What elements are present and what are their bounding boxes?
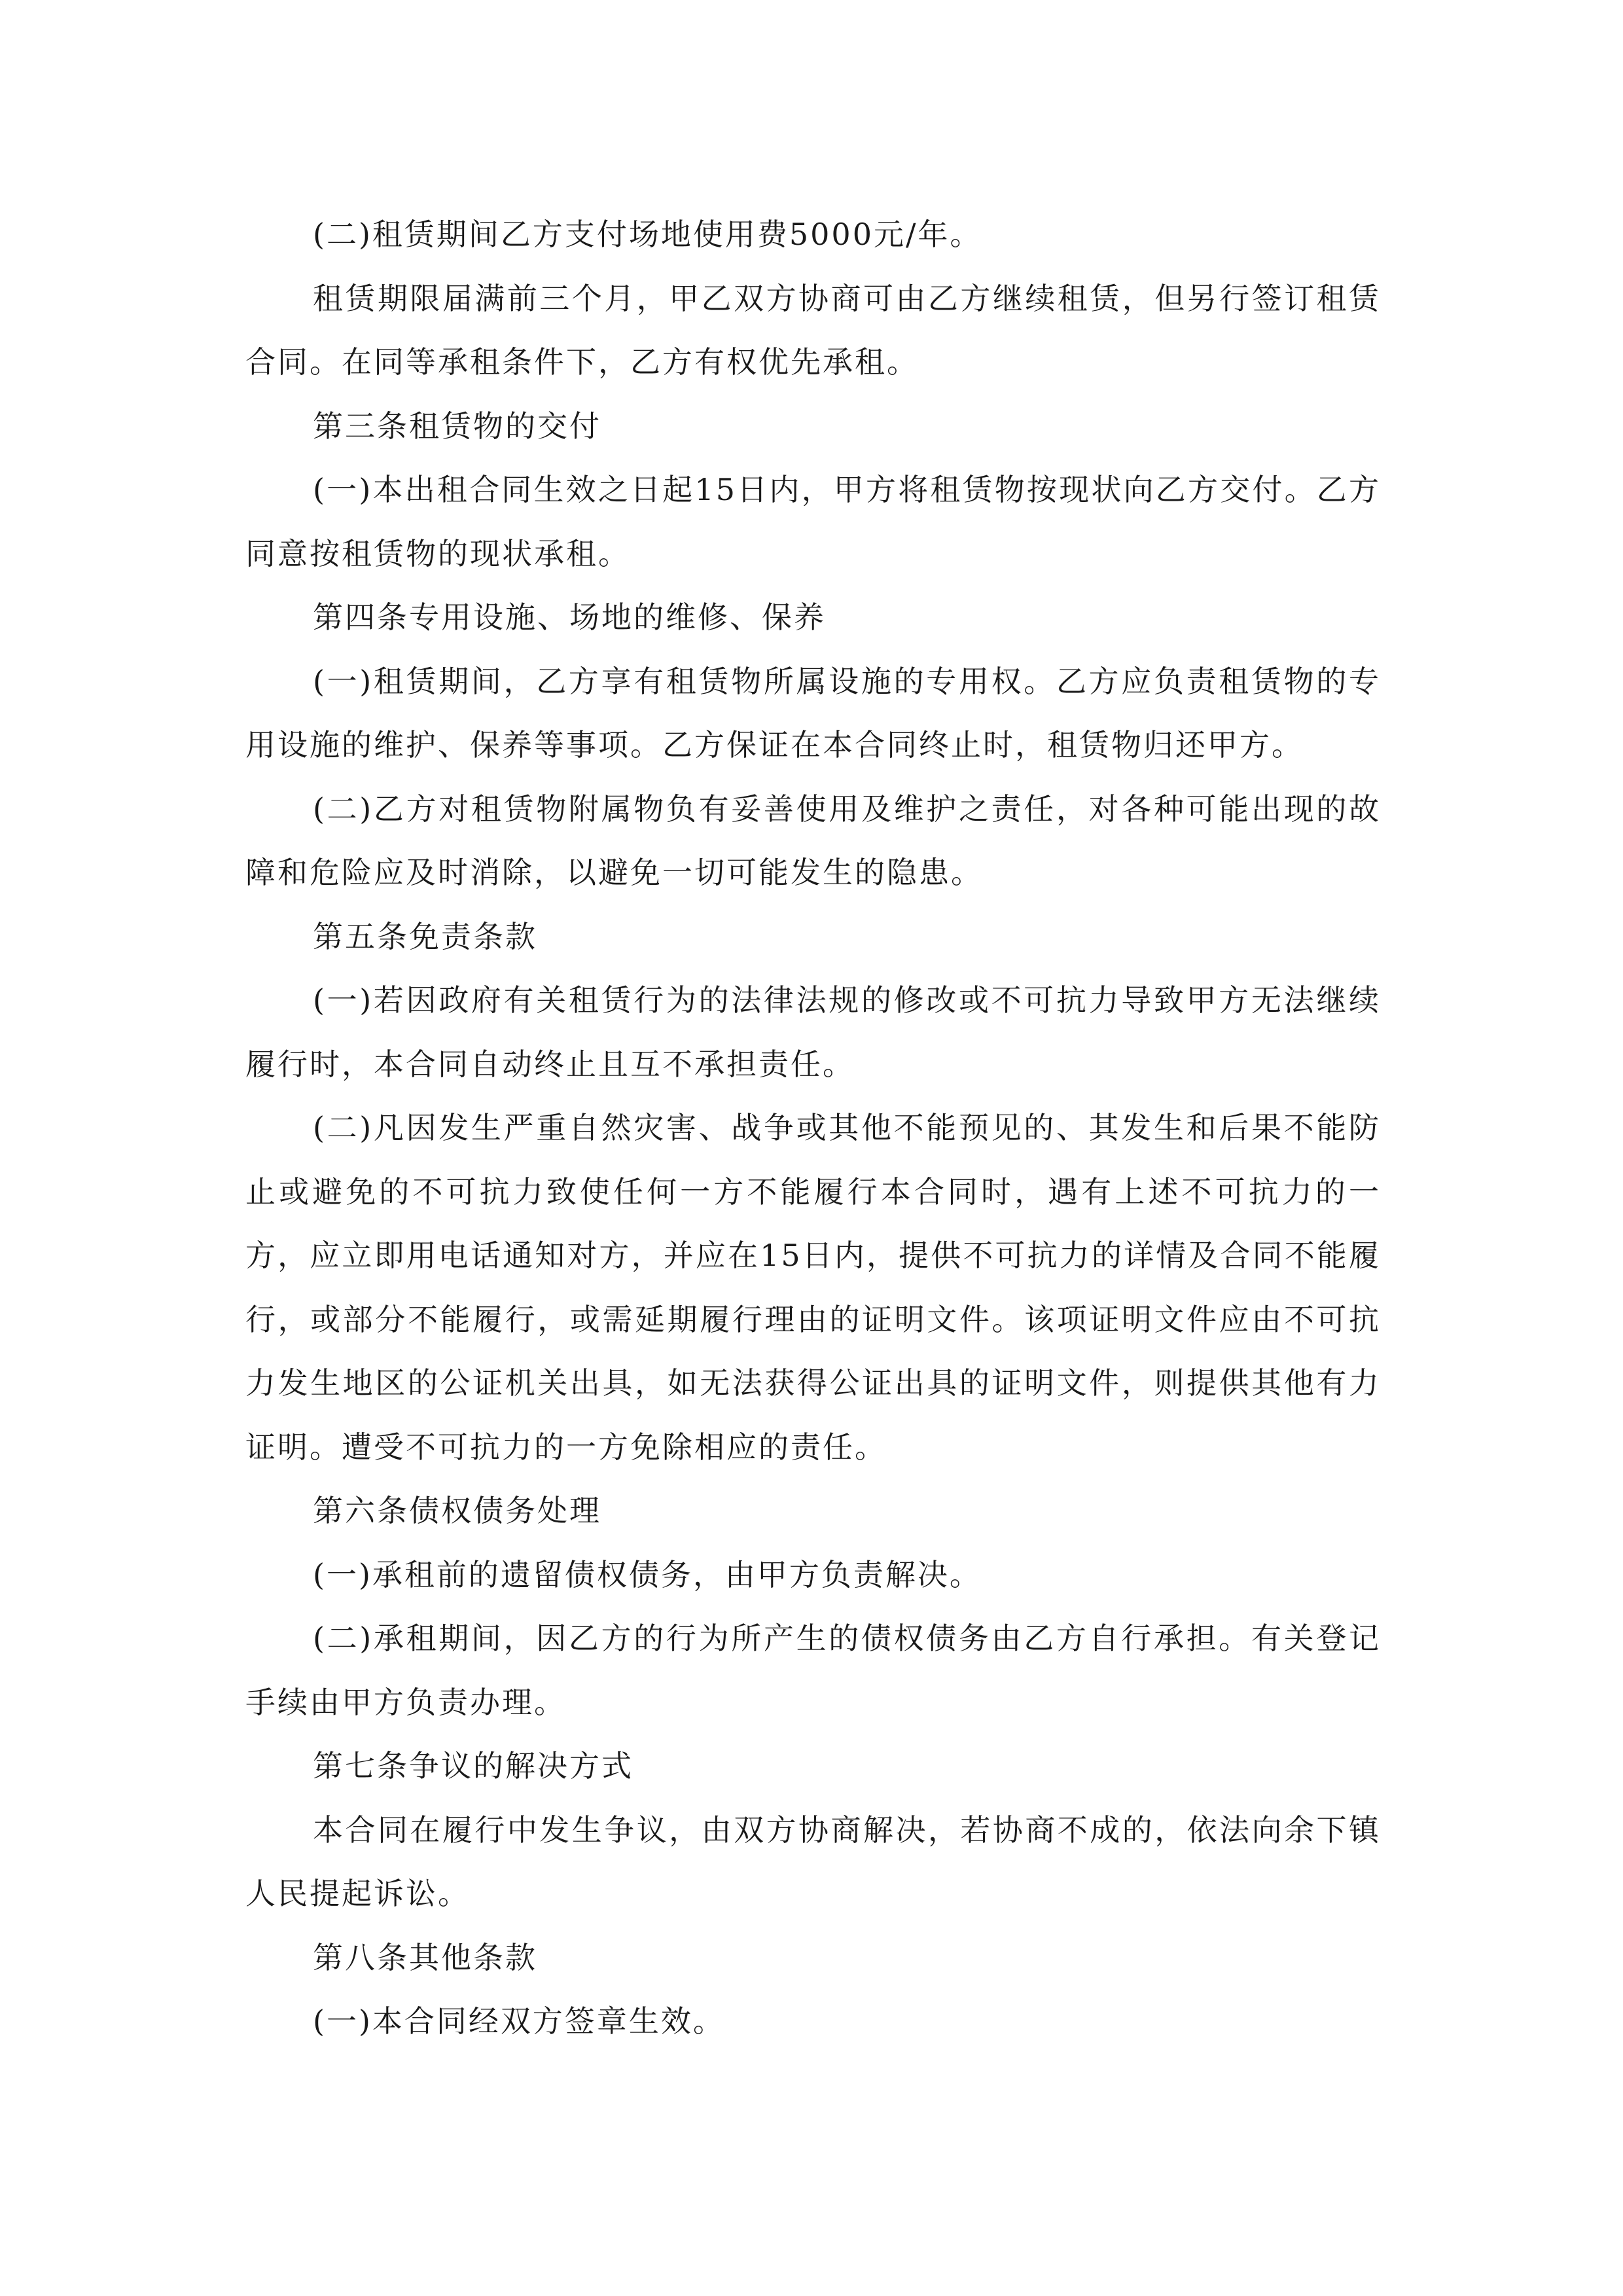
- paragraph-exemption-law: (一)若因政府有关租赁行为的法律法规的修改或不可抗力导致甲方无法继续履行时，本合同自动终止且互不承担责任。: [245, 982, 1381, 1082]
- paragraph-fee: (二)租赁期间乙方支付场地使用费5000元/年。: [313, 217, 982, 252]
- paragraph-force-majeure: (二)凡因发生严重自然灾害、战争或其他不能预见的、其发生和后果不能防止或避免的不可抗力致使任何一方不能履行本合同时，遇有上述不可抗力的一方，应立即用电话通知对方，并应在15日内，提供不可抗力的详情及合同不能履行，或部分不能履行，或需延期履行理由的证明文件。该项证明文件应由不可抗力发生地区的公证机关出具，如无法获得公证出具的证明文件，则提供其他有力证明。遭受不可抗力的一方免除相应的责任。: [245, 1110, 1381, 1465]
- paragraph-delivery: (一)本出租合同生效之日起15日内，甲方将租赁物按现状向乙方交付。乙方同意按租赁物的现状承租。: [245, 472, 1381, 571]
- paragraph-effective: (一)本合同经双方签章生效。: [313, 2003, 725, 2039]
- document-body: [245, 203, 1381, 2054]
- paragraph-lease-debts: (二)承租期间，因乙方的行为所产生的债权债务由乙方自行承担。有关登记手续由甲方负责办理。: [245, 1621, 1381, 1720]
- article-6-heading: 第六条债权债务处理: [313, 1493, 601, 1528]
- paragraph-prior-debts: (一)承租前的遗留债权债务，由甲方负责解决。: [313, 1556, 982, 1592]
- article-8-heading: 第八条其他条款: [313, 1939, 537, 1975]
- paragraph-facility-use: (一)租赁期间，乙方享有租赁物所属设施的专用权。乙方应负责租赁物的专用设施的维护、保养等事项。乙方保证在本合同终止时，租赁物归还甲方。: [245, 663, 1381, 762]
- paragraph-facility-care: (二)乙方对租赁物附属物负有妥善使用及维护之责任，对各种可能出现的故障和危险应及时消除，以避免一切可能发生的隐患。: [245, 791, 1381, 890]
- paragraph-dispute: 本合同在履行中发生争议，由双方协商解决，若协商不成的，依法向余下镇人民提起诉讼。: [245, 1812, 1381, 1911]
- article-4-heading: 第四条专用设施、场地的维修、保养: [313, 600, 826, 635]
- article-7-heading: 第七条争议的解决方式: [313, 1748, 633, 1784]
- article-5-heading: 第五条免责条款: [313, 918, 537, 954]
- paragraph-renewal: 租赁期限届满前三个月，甲乙双方协商可由乙方继续租赁，但另行签订租赁合同。在同等承租条件下，乙方有权优先承租。: [245, 280, 1381, 380]
- article-3-heading: 第三条租赁物的交付: [313, 408, 601, 444]
